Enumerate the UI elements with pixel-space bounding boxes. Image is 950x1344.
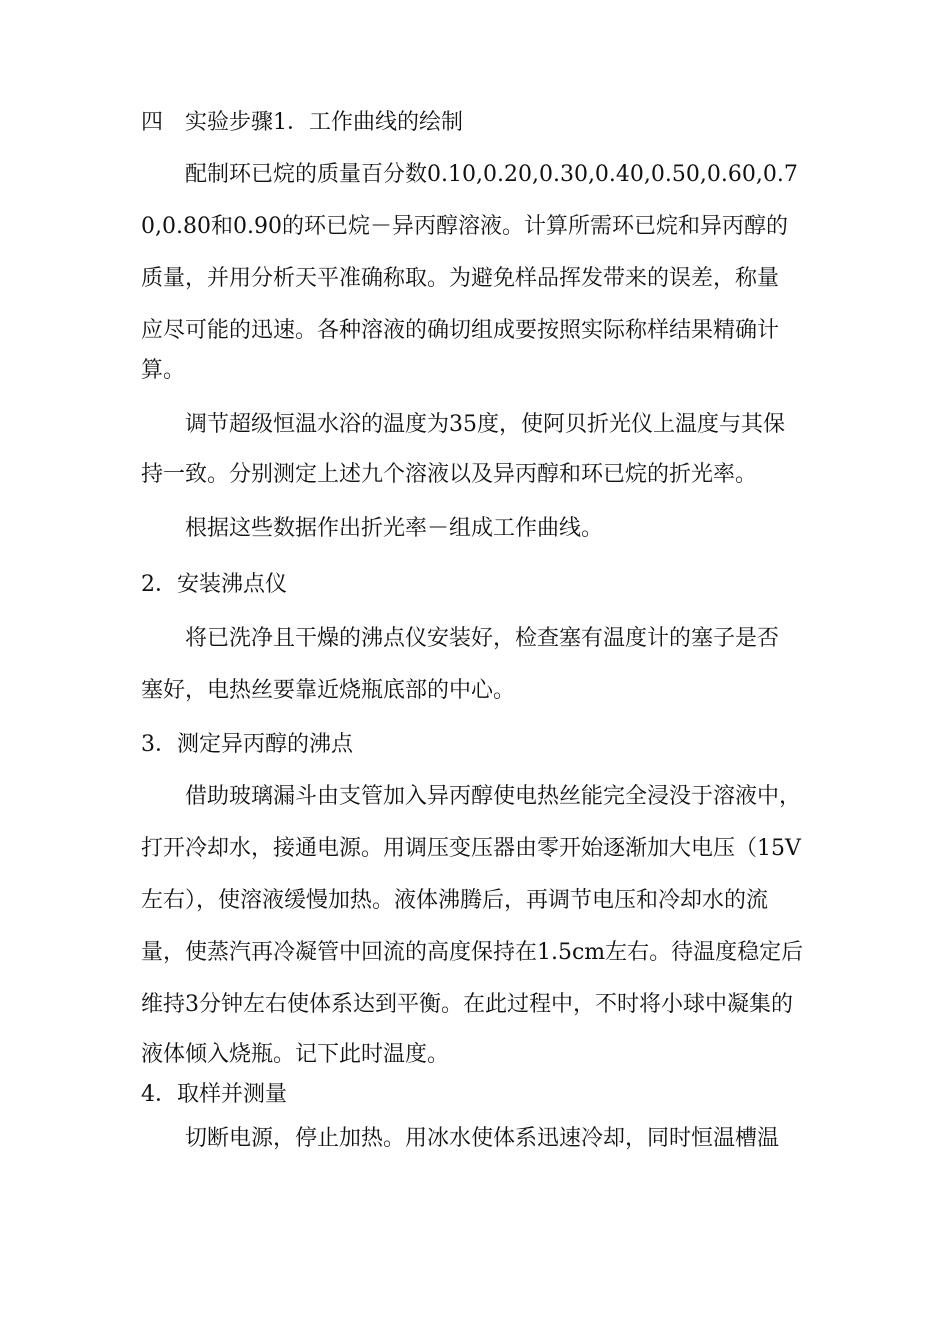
paragraph-line: 将已洗净且干燥的沸点仪安装好，检查塞有温度计的塞子是否	[185, 626, 780, 651]
paragraph-line: 根据这些数据作出折光率－组成工作曲线。	[185, 516, 604, 541]
paragraph-line: 切断电源，停止加热。用冰水使体系迅速冷却，同时恒温槽温	[185, 1126, 780, 1151]
paragraph-line: 左右），使溶液缓慢加热。液体沸腾后，再调节电压和冷却水的流	[141, 888, 769, 913]
paragraph-line: 算。	[141, 358, 186, 383]
section-heading: 四 实验步骤1．工作曲线的绘制	[141, 110, 463, 135]
paragraph-line: 量，使蒸汽再冷凝管中回流的高度保持在1.5cm左右。待温度稳定后	[141, 940, 804, 965]
paragraph-line: 打开冷却水，接通电源。用调压变压器由零开始逐渐加大电压（15V	[141, 836, 801, 861]
paragraph-line: 借助玻璃漏斗由支管加入异丙醇使电热丝能完全浸没于溶液中，	[185, 784, 802, 809]
paragraph-line: 配制环已烷的质量百分数0.10,0.20,0.30,0.40,0.50,0.60,0.7	[185, 162, 798, 187]
paragraph-line: 维持3分钟左右使体系达到平衡。在此过程中，不时将小球中凝集的	[141, 992, 793, 1017]
step-heading: 3．测定异丙醇的沸点	[141, 732, 353, 757]
step-heading: 4．取样并测量	[141, 1082, 287, 1107]
step-heading: 2．安装沸点仪	[141, 572, 287, 597]
paragraph-line: 塞好，电热丝要靠近烧瓶底部的中心。	[141, 678, 516, 703]
paragraph-line: 持一致。分别测定上述九个溶液以及异丙醇和环已烷的折光率。	[141, 462, 758, 487]
paragraph-line: 质量，并用分析天平准确称取。为避免样品挥发带来的误差，称量	[141, 266, 780, 291]
paragraph-line: 应尽可能的迅速。各种溶液的确切组成要按照实际称样结果精确计	[141, 318, 780, 343]
paragraph-line: 0,0.80和0.90的环已烷－异丙醇溶液。计算所需环已烷和异丙醇的	[141, 214, 788, 239]
paragraph-line: 调节超级恒温水浴的温度为35度，使阿贝折光仪上温度与其保	[185, 412, 785, 437]
paragraph-line: 液体倾入烧瓶。记下此时温度。	[141, 1042, 450, 1067]
